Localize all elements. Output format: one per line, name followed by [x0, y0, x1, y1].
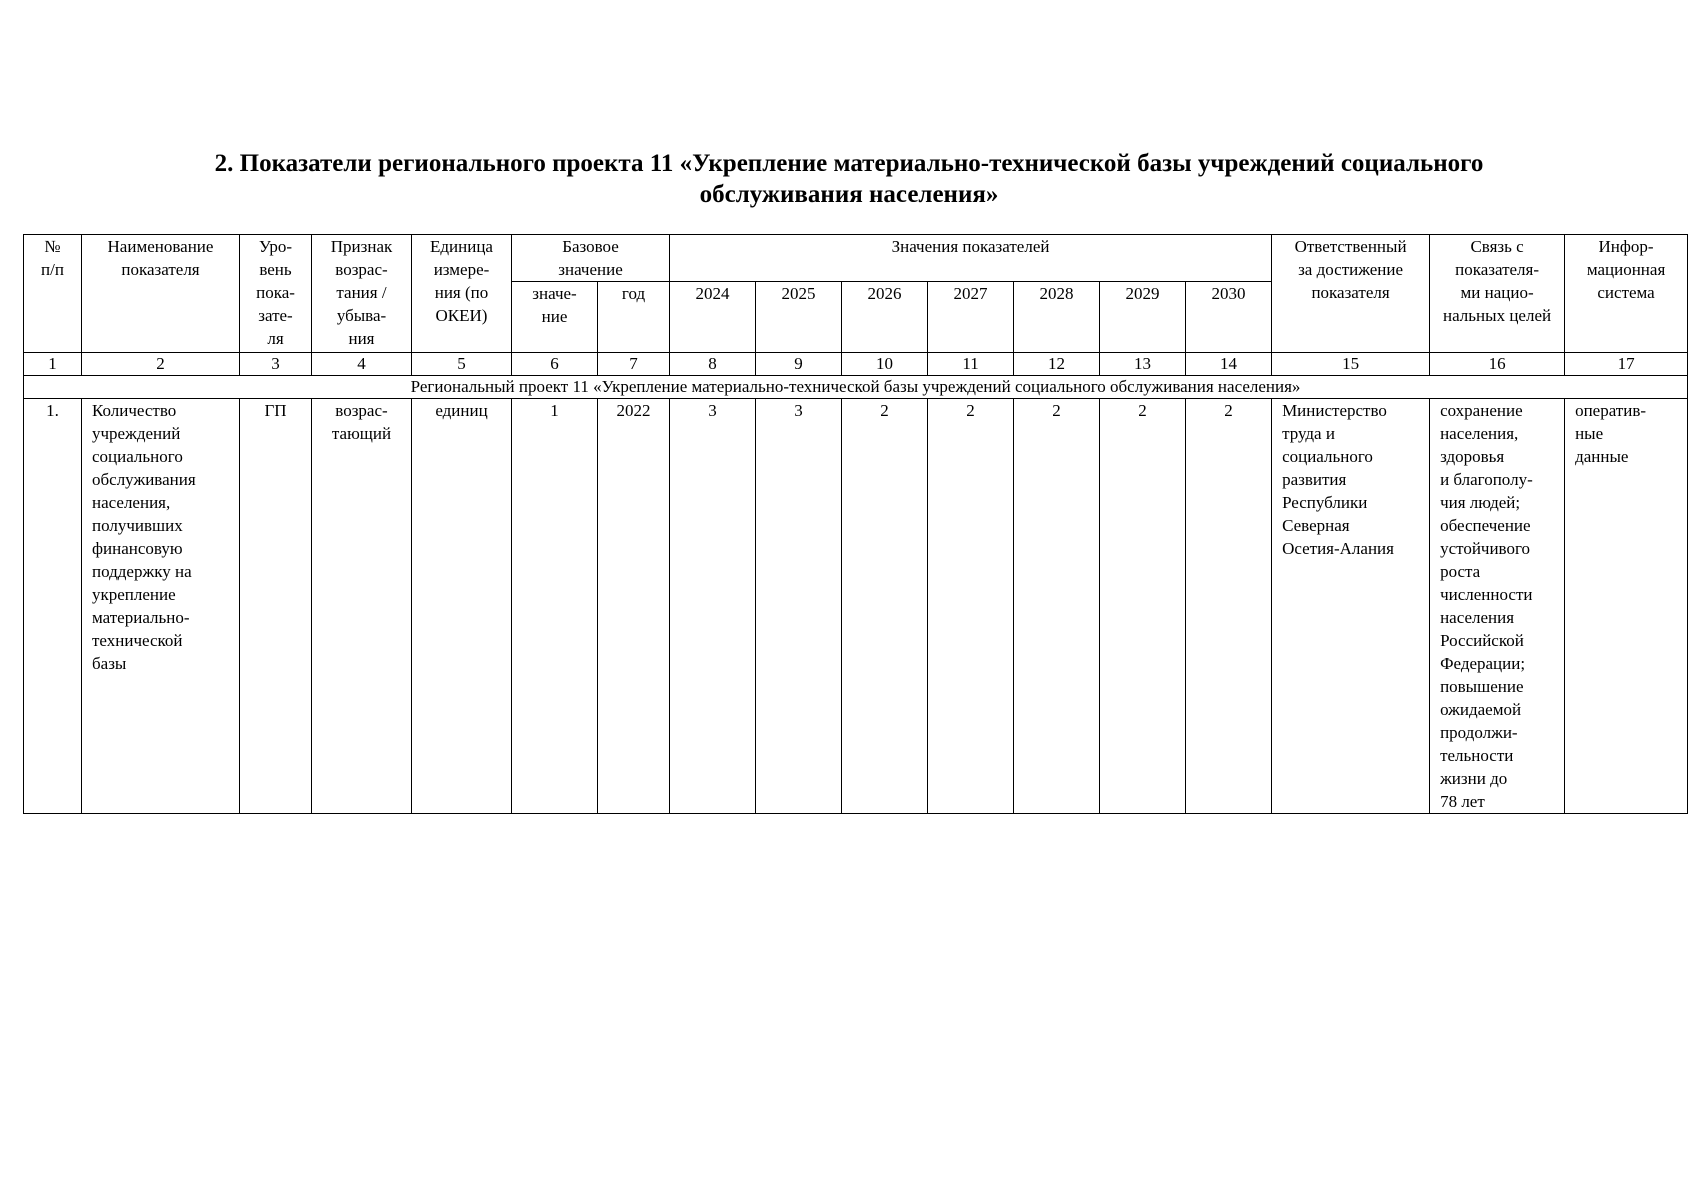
row-value-2029: 2	[1100, 399, 1186, 814]
text-line: 78 лет	[1440, 792, 1485, 811]
text-line: обслуживания	[92, 470, 196, 489]
text-line: повышение	[1440, 677, 1524, 696]
project-row	[24, 376, 1688, 399]
header-responsible	[1272, 235, 1430, 353]
text-line: показателя-	[1455, 260, 1540, 279]
text-line: населения,	[1440, 424, 1519, 443]
column-numbers-row	[24, 353, 1688, 376]
column-number: 4	[312, 353, 412, 376]
header-unit	[412, 235, 512, 353]
text-line: ОКЕИ)	[435, 306, 488, 325]
text-line: значе-	[532, 284, 577, 303]
text-line: вень	[259, 260, 292, 279]
text-line: зате-	[258, 306, 293, 325]
text-line: Республики	[1282, 493, 1368, 512]
row-sign	[312, 399, 412, 814]
text-line: роста	[1440, 562, 1481, 581]
column-number: 9	[756, 353, 842, 376]
text-line: социального	[1282, 447, 1373, 466]
column-number: 2	[82, 353, 240, 376]
text-line: Северная	[1282, 516, 1350, 535]
document-title	[0, 148, 1698, 210]
column-number: 17	[1565, 353, 1688, 376]
text-line: тающий	[331, 424, 392, 443]
header-year: 2026	[842, 282, 928, 353]
header-sign	[312, 235, 412, 353]
column-number: 14	[1186, 353, 1272, 376]
text-line: и благополу-	[1440, 470, 1533, 489]
row-info-system	[1565, 399, 1688, 814]
row-responsible	[1272, 399, 1430, 814]
text-line: №	[44, 237, 61, 256]
row-level: ГП	[240, 399, 312, 814]
text-line: поддержку на	[92, 562, 192, 581]
column-number: 1	[24, 353, 82, 376]
text-line: за достижение	[1298, 260, 1404, 279]
header-year: 2024	[670, 282, 756, 353]
header-row-1	[24, 235, 1688, 282]
row-value-2026: 2	[842, 399, 928, 814]
text-line: оператив-	[1575, 401, 1647, 420]
header-year: 2029	[1100, 282, 1186, 353]
text-line: Осетия-Алания	[1282, 539, 1394, 558]
text-line: ния	[348, 329, 375, 348]
row-unit: единиц	[412, 399, 512, 814]
text-line: труда и	[1282, 424, 1335, 443]
row-national-goals	[1430, 399, 1565, 814]
text-line: здоровья	[1440, 447, 1505, 466]
text-line: данные	[1575, 447, 1629, 466]
text-line: развития	[1282, 470, 1347, 489]
text-line: социального	[92, 447, 183, 466]
text-line: ния (по	[434, 283, 489, 302]
row-indicator-name	[82, 399, 240, 814]
row-value-2025: 3	[756, 399, 842, 814]
header-goals	[1430, 235, 1565, 353]
row-value-2028: 2	[1014, 399, 1100, 814]
text-line: Уро-	[258, 237, 293, 256]
title-line-2: обслуживания населения»	[699, 181, 999, 208]
column-number: 12	[1014, 353, 1100, 376]
text-line: возрас-	[335, 260, 388, 279]
column-number: 6	[512, 353, 598, 376]
text-line: Наименование	[107, 237, 214, 256]
text-line: устойчивого	[1440, 539, 1531, 558]
row-value-2030: 2	[1186, 399, 1272, 814]
text-line: п/п	[41, 260, 64, 279]
text-line: ние	[541, 307, 568, 326]
text-line: ные	[1575, 424, 1604, 443]
text-line: нальных целей	[1443, 306, 1552, 325]
text-line: Признак	[330, 237, 393, 256]
text-line: Связь с	[1470, 237, 1524, 256]
header-base-year: год	[598, 282, 670, 353]
header-year: 2028	[1014, 282, 1100, 353]
text-line: населения,	[92, 493, 171, 512]
text-line: пока-	[256, 283, 295, 302]
header-values: Значения показателей	[670, 235, 1272, 282]
row-value-2024: 3	[670, 399, 756, 814]
header-num	[24, 235, 82, 353]
header-year: 2025	[756, 282, 842, 353]
text-line: обеспечение	[1440, 516, 1531, 535]
column-number: 7	[598, 353, 670, 376]
text-line: возрас-	[335, 401, 388, 420]
text-line: Ответственный	[1294, 237, 1407, 256]
text-line: получивших	[92, 516, 183, 535]
row-base-year: 2022	[598, 399, 670, 814]
text-line: Федерации;	[1440, 654, 1526, 673]
text-line: убыва-	[336, 306, 387, 325]
text-line: чия людей;	[1440, 493, 1521, 512]
text-line: финансовую	[92, 539, 183, 558]
text-line: ля	[267, 329, 284, 348]
column-number: 10	[842, 353, 928, 376]
column-number: 15	[1272, 353, 1430, 376]
header-year: 2030	[1186, 282, 1272, 353]
project-title: Региональный проект 11 «Укрепление материально-технической базы учреждений социального обслуживания населения»	[24, 376, 1688, 399]
text-line: тания /	[336, 283, 387, 302]
row-value-2027: 2	[928, 399, 1014, 814]
text-line: система	[1597, 283, 1655, 302]
text-line: ожидаемой	[1440, 700, 1522, 719]
text-line: Количество	[92, 401, 177, 420]
header-year: 2027	[928, 282, 1014, 353]
text-line: мационная	[1586, 260, 1666, 279]
text-line: Министерство	[1282, 401, 1387, 420]
text-line: Единица	[430, 237, 493, 256]
text-line: ми нацио-	[1460, 283, 1534, 302]
column-number: 8	[670, 353, 756, 376]
text-line: технической	[92, 631, 183, 650]
text-line: укрепление	[92, 585, 176, 604]
row-base-value: 1	[512, 399, 598, 814]
text-line: базы	[92, 654, 127, 673]
header-name	[82, 235, 240, 353]
text-line: измере-	[433, 260, 490, 279]
header-system	[1565, 235, 1688, 353]
text-line: Российской	[1440, 631, 1524, 650]
text-line: показателя	[1311, 283, 1390, 302]
text-line: численности	[1440, 585, 1533, 604]
table-row	[24, 399, 1688, 814]
column-number: 5	[412, 353, 512, 376]
text-line: материально-	[92, 608, 190, 627]
text-line: Инфор-	[1598, 237, 1654, 256]
indicators-table	[23, 234, 1688, 814]
text-line: Базовое	[562, 237, 619, 256]
text-line: населения	[1440, 608, 1515, 627]
text-line: продолжи-	[1440, 723, 1518, 742]
column-number: 16	[1430, 353, 1565, 376]
column-number: 11	[928, 353, 1014, 376]
text-line: жизни до	[1440, 769, 1508, 788]
text-line: учреждений	[92, 424, 181, 443]
column-number: 3	[240, 353, 312, 376]
text-line: тельности	[1440, 746, 1514, 765]
row-num: 1.	[24, 399, 82, 814]
text-line: значение	[558, 260, 623, 279]
header-level	[240, 235, 312, 353]
header-base	[512, 235, 670, 282]
text-line: показателя	[121, 260, 200, 279]
text-line: сохранение	[1440, 401, 1523, 420]
header-base-value	[512, 282, 598, 353]
title-line-1: 2. Показатели регионального проекта 11 «Укрепление материально-технической базы учреждений социального	[214, 150, 1484, 177]
column-number: 13	[1100, 353, 1186, 376]
